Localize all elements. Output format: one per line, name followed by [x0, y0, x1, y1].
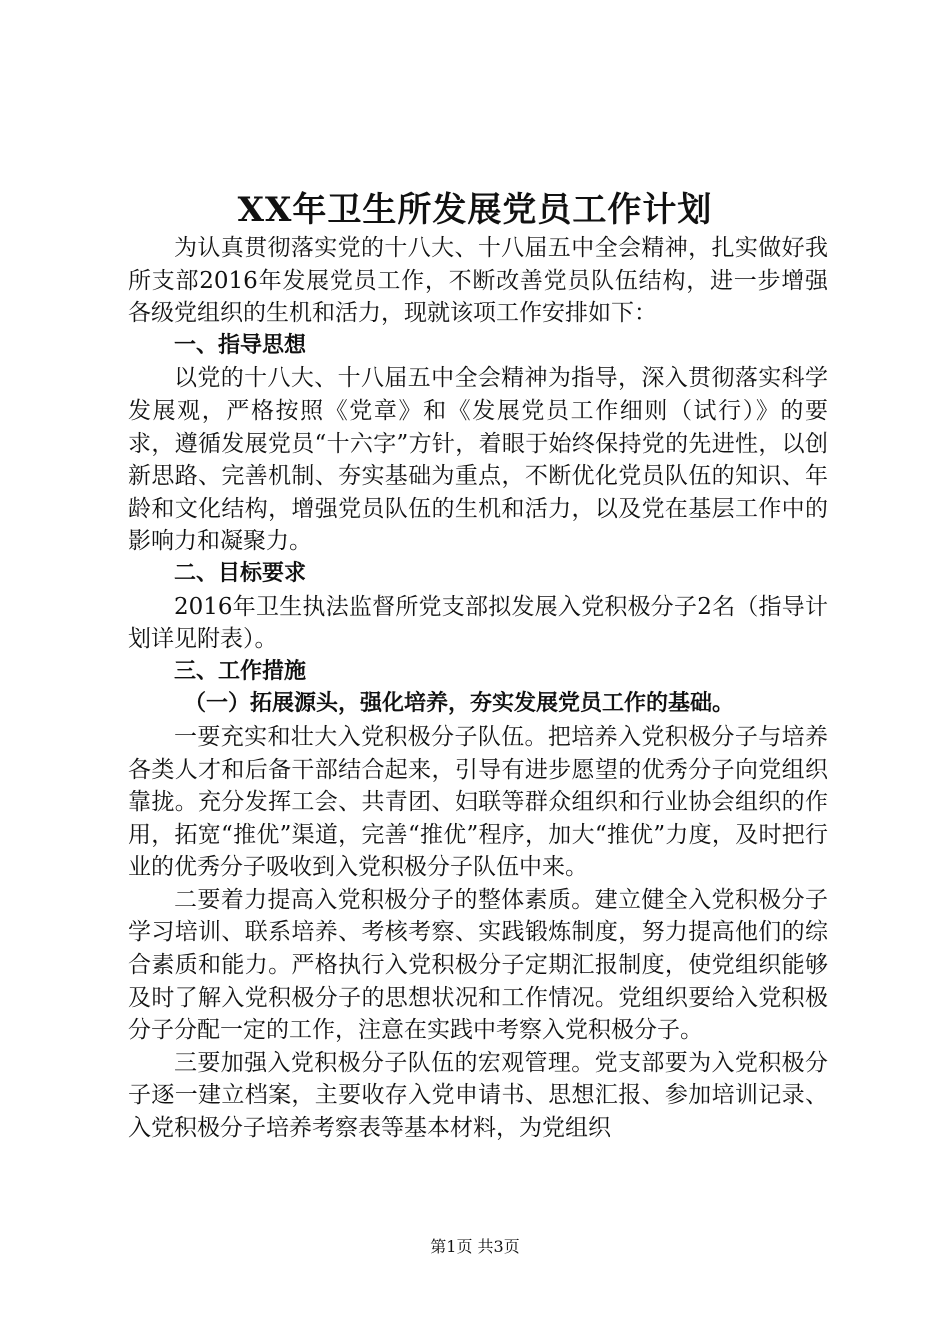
document-title: XX年卫生所发展党员工作计划 [237, 190, 713, 230]
goal-paragraph: 2016年卫生执法监督所党支部拟发展入党积极分子2名（指导计划详见附表）。 [128, 593, 828, 653]
measure-paragraph-2: 二要着力提高入党积极分子的整体素质。建立健全入党积极分子学习培训、联系培养、考核考察、实践锻炼制度，努力提高他们的综合素质和能力。严格执行入党积极分子定期汇报制度，使党组织能够及时了解入党积极分子的思想状况和工作情况。党组织要给入党积极分子分配一定的工作，注意在实践中考察入党积极分子。 [128, 886, 828, 1044]
measure-paragraph-1: 一要充实和壮大入党积极分子队伍。把培养入党积极分子与培养各类人才和后备干部结合起来，引导有进步愿望的优秀分子向党组织靠拢。充分发挥工会、共青团、妇联等群众组织和行业协会组织的作用，拓宽“推优”渠道，完善“推优”程序，加大“推优”力度，及时把行业的优秀分子吸收到入党积极分子队伍中来。 [128, 723, 828, 881]
section-heading-2: 二、目标要求 [174, 560, 307, 586]
subsection-heading-1: （一）拓展源头，强化培养，夯实发展党员工作的基础。 [184, 691, 735, 717]
guiding-paragraph: 以党的十八大、十八届五中全会精神为指导，深入贯彻落实科学发展观，严格按照《党章》和《发展党员工作细则（试行）》的要求，遵循发展党员“十六字”方针，着眼于始终保持党的先进性，以创新思路、完善机制、夯实基础为重点，不断优化党员队伍的知识、年龄和文化结构，增强党员队伍的生机和活力，以及党在基层工作中的影响力和凝聚力。 [128, 365, 828, 555]
section-heading-1: 一、指导思想 [174, 332, 307, 358]
section-heading-3: 三、工作措施 [174, 658, 307, 684]
intro-paragraph: 为认真贯彻落实党的十八大、十八届五中全会精神，扎实做好我所支部2016年发展党员工作，不断改善党员队伍结构，进一步增强各级党组织的生机和活力，现就该项工作安排如下： [128, 235, 828, 327]
document-body [128, 232, 828, 1145]
measure-paragraph-3: 三要加强入党积极分子队伍的宏观管理。党支部要为入党积极分子逐一建立档案，主要收存入党申请书、思想汇报、参加培训记录、入党积极分子培养考察表等基本材料，为党组织 [128, 1049, 828, 1142]
page-number-footer: 第1页 共3页 [430, 1237, 520, 1256]
